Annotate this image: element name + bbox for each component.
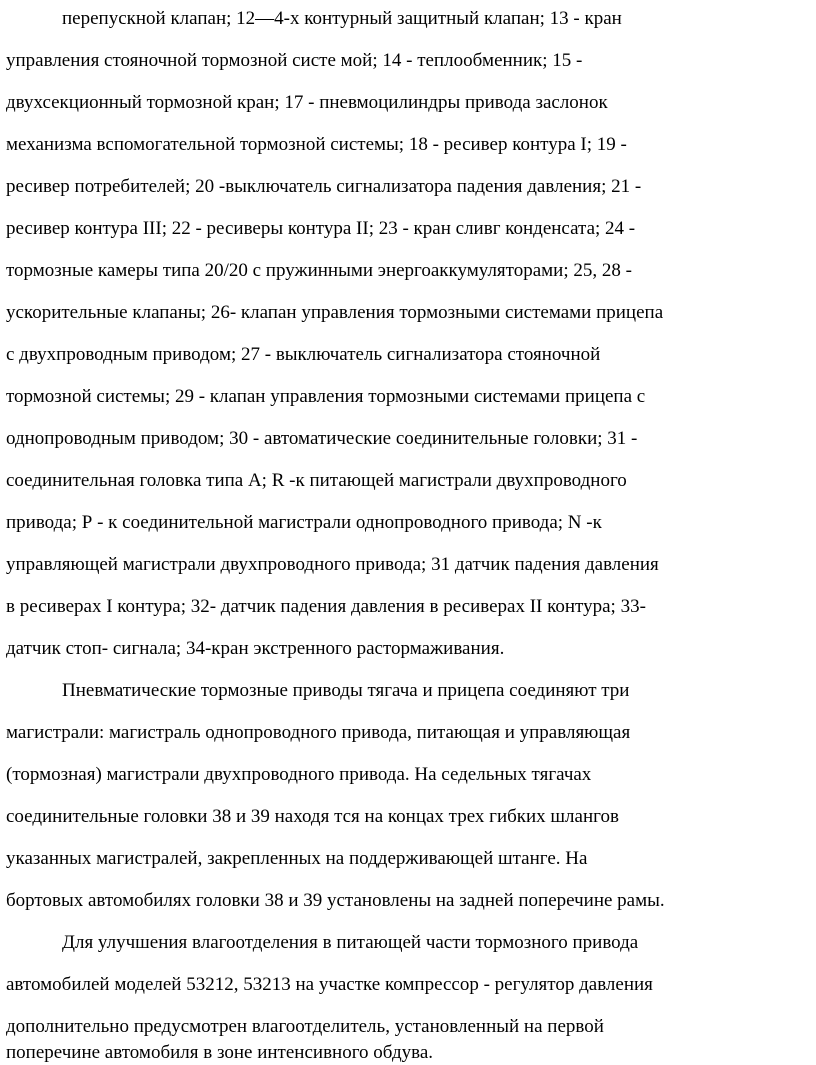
text-line: управляющей магистрали двухпроводного привода; 31 датчик падения давления (6, 554, 659, 575)
paragraph-line: бортовых автомобилях головки 38 и 39 установлены на задней поперечине рамы. (6, 890, 665, 911)
text-line: привода; Р - к соединительной магистрали однопроводного привода; N -к (6, 512, 602, 533)
paragraph-line: дополнительно предусмотрен влагоотделитель, установленный на первой (6, 1016, 604, 1037)
text-line: перепускной клапан; 12—4-х контурный защитный клапан; 13 - кран (62, 8, 622, 29)
text-line: механизма вспомогательной тормозной системы; 18 - ресивер контура I; 19 - (6, 134, 627, 155)
text-line: ресивер контура III; 22 - ресиверы контура II; 23 - кран сливг конденсата; 24 - (6, 218, 636, 239)
text-line: управления стояночной тормозной систе мой; 14 - теплообменник; 15 - (6, 50, 583, 71)
paragraph-line: соединительные головки 38 и 39 находя тся на концах трех гибких шлангов (6, 806, 619, 827)
text-line: с двухпроводным приводом; 27 - выключатель сигнализатора стояночной (6, 344, 601, 365)
paragraph-line: Для улучшения влагоотделения в питающей части тормозного привода (62, 932, 639, 953)
text-line: тормозные камеры типа 20/20 с пружинными энергоаккумуляторами; 25, 28 - (6, 260, 632, 281)
text-line: ускорительные клапаны; 26- клапан управления тормозными системами прицепа (6, 302, 664, 323)
paragraph-line: магистрали: магистраль однопроводного привода, питающая и управляющая (6, 722, 631, 743)
text-line: ресивер потребителей; 20 -выключатель сигнализатора падения давления; 21 - (6, 176, 642, 197)
text-line: однопроводным приводом; 30 - автоматические соединительные головки; 31 - (6, 428, 638, 449)
text-line: в ресиверах I контура; 32- датчик падения давления в ресиверах II контура; 33- (6, 596, 646, 617)
text-line: соединительная головка типа А; R -к питающей магистрали двухпроводного (6, 470, 627, 491)
text-line: двухсекционный тормозной кран; 17 - пневмоцилиндры привода заслонок (6, 92, 608, 113)
paragraph-line: поперечине автомобиля в зоне интенсивного обдува. (6, 1042, 434, 1063)
paragraph-line: (тормозная) магистрали двухпроводного привода. На седельных тягачах (6, 764, 592, 785)
paragraph-line: Пневматические тормозные приводы тягача и прицепа соединяют три (62, 680, 630, 701)
paragraph-line: автомобилей моделей 53212, 53213 на участке компрессор - регулятор давления (6, 974, 653, 995)
text-line: датчик стоп- сигнала; 34-кран экстренного растормаживания. (6, 638, 505, 659)
paragraph-line: указанных магистралей, закрепленных на поддерживающей штанге. На (6, 848, 588, 869)
text-line: тормозной системы; 29 - клапан управления тормозными системами прицепа с (6, 386, 646, 407)
